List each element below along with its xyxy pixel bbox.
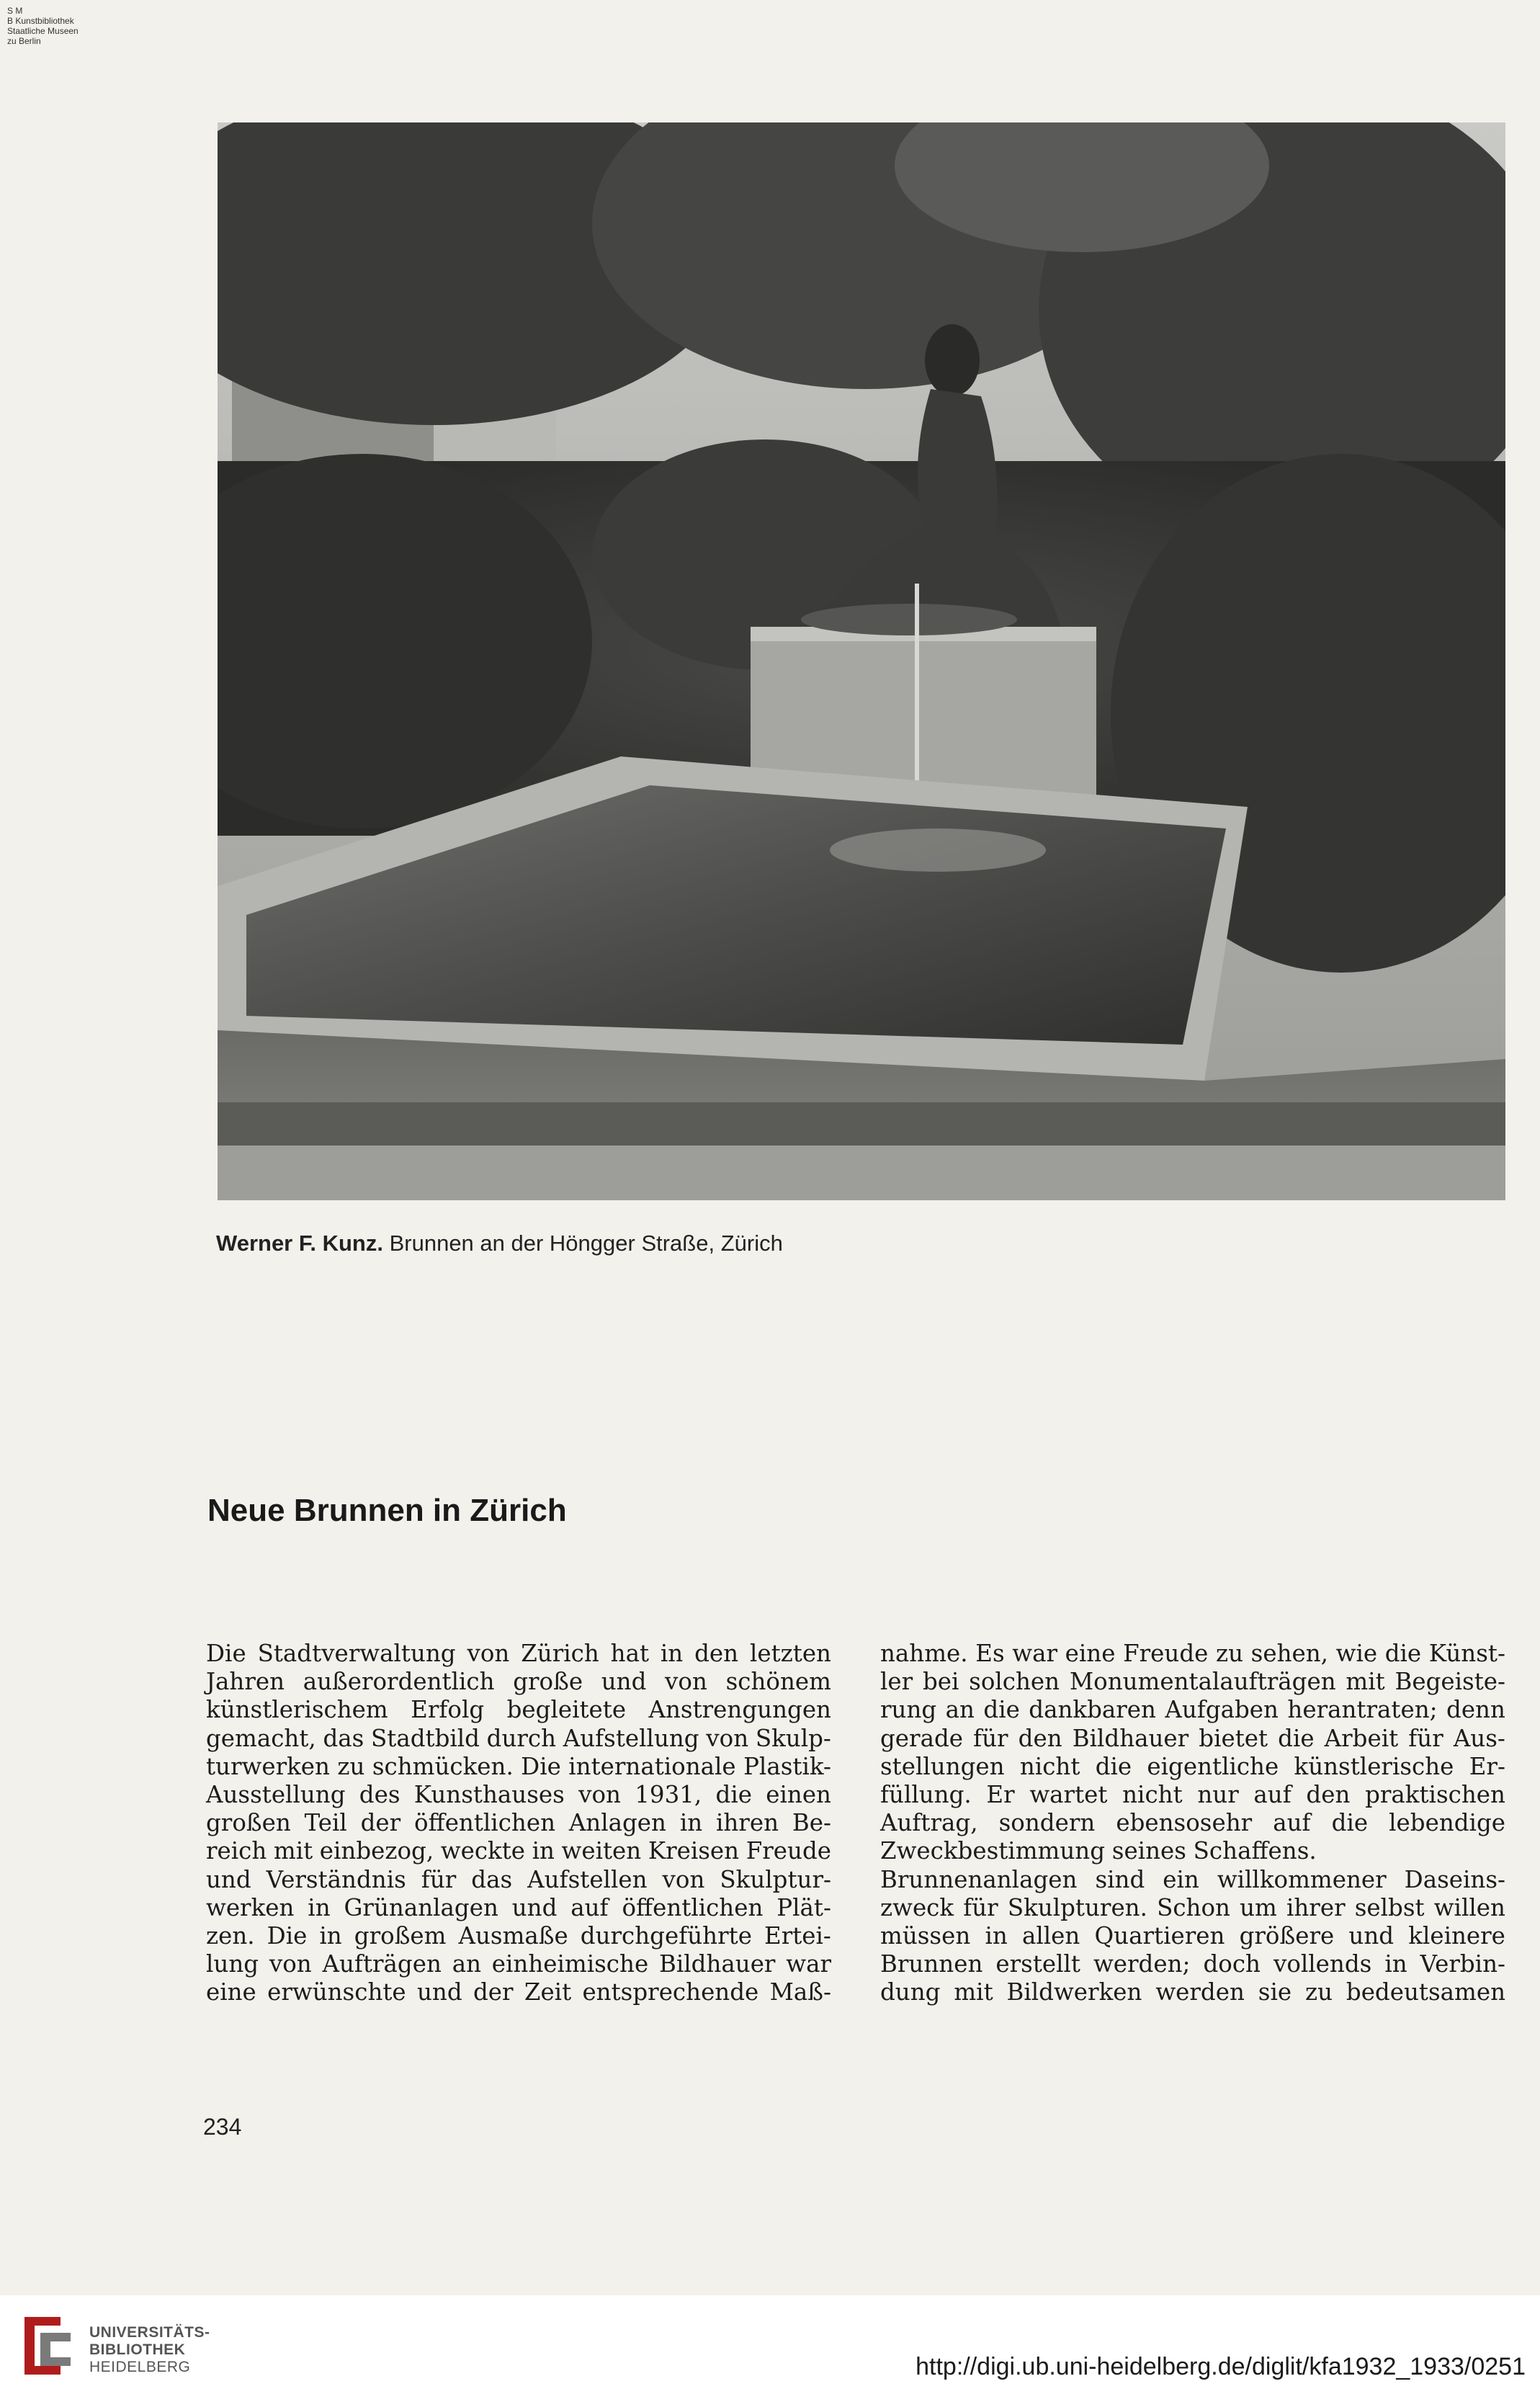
text-line: rung an die dankbaren Aufgaben herantraten; denn [880,1696,1505,1724]
text-line: füllung. Er wartet nicht nur auf den praktischen [880,1780,1505,1808]
text-line: reich mit einbezog, weckte in weiten Kreisen Freude [206,1837,831,1865]
logo-line: BIBLIOTHEK [89,2341,186,2358]
caption-text: Brunnen an der Höngger Straße, Zürich [389,1231,783,1256]
text-line: Brunnenanlagen sind ein willkommener Daseins- [880,1865,1505,1893]
article-right-column [880,1640,1505,2006]
university-library-logo-icon [17,2310,76,2382]
text-line: Die Stadtverwaltung von Zürich hat in den letzten [206,1640,831,1667]
stamp-line: B Kunstbibliothek [7,16,74,26]
library-stamp [7,6,79,46]
text-line: ler bei solchen Monumentalaufträgen mit Begeiste- [880,1668,1505,1696]
text-line: zweck für Skulpturen. Schon um ihrer selbst willen [880,1893,1505,1921]
text-line: und Verständnis für das Aufstellen von Skulptur- [206,1865,831,1893]
text-line: gerade für den Bildhauer bietet die Arbeit für Aus- [880,1724,1505,1752]
article-left-column [206,1640,831,2006]
stamp-line: S M [7,6,23,16]
text-line: künstlerischem Erfolg begleitete Anstrengungen [206,1696,831,1724]
text-line: Zweckbestimmung seines Schaffens. [880,1837,1317,1865]
page-number: 234 [203,2114,242,2140]
text-line: dung mit Bildwerken werden sie zu bedeutsamen [880,1978,1505,2006]
text-line: nahme. Es war eine Freude zu sehen, wie die Künst- [880,1640,1505,1667]
text-line: lung von Aufträgen an einheimische Bildhauer war [206,1950,831,1978]
text-line: gemacht, das Stadtbild durch Aufstellung von Skulp- [206,1724,831,1752]
source-url[interactable]: http://digi.ub.uni-heidelberg.de/diglit/kfa1932_1933/0251 [916,2353,1526,2380]
photo-caption [216,1231,783,1256]
text-line: Brunnen erstellt werden; doch vollends in Verbin- [880,1950,1505,1978]
fountain-photo-image [218,122,1505,1200]
text-line: turwerken zu schmücken. Die internationale Plastik- [206,1752,831,1780]
caption-author: Werner F. Kunz. [216,1231,383,1256]
text-line: müssen in allen Quartieren größere und kleinere [880,1921,1505,1950]
library-logo-text [89,2324,210,2376]
text-line: Ausstellung des Kunsthauses von 1931, die einen [206,1780,831,1808]
text-line: zen. Die in großem Ausmaße durchgeführte Ertei- [206,1921,831,1950]
article-heading: Neue Brunnen in Zürich [207,1493,567,1528]
text-line: stellungen nicht die eigentliche künstlerische Er- [880,1752,1505,1780]
text-line: großen Teil der öffentlichen Anlagen in ihren Be- [206,1809,831,1837]
text-line: Jahren außerordentlich große und von schönem [206,1668,831,1696]
stamp-line: zu Berlin [7,36,41,46]
text-line: eine erwünschte und der Zeit entsprechende Maß- [206,1978,831,2006]
logo-line: HEIDELBERG [89,2359,191,2375]
logo-line: UNIVERSITÄTS- [89,2324,210,2341]
footer-bar [0,2295,1540,2407]
text-line: Auftrag, sondern ebensosehr auf die lebendige [880,1809,1505,1837]
stamp-line: Staatliche Museen [7,26,79,36]
text-line: werken in Grünanlagen und auf öffentlichen Plät- [206,1893,831,1921]
fountain-photograph [218,122,1505,1200]
